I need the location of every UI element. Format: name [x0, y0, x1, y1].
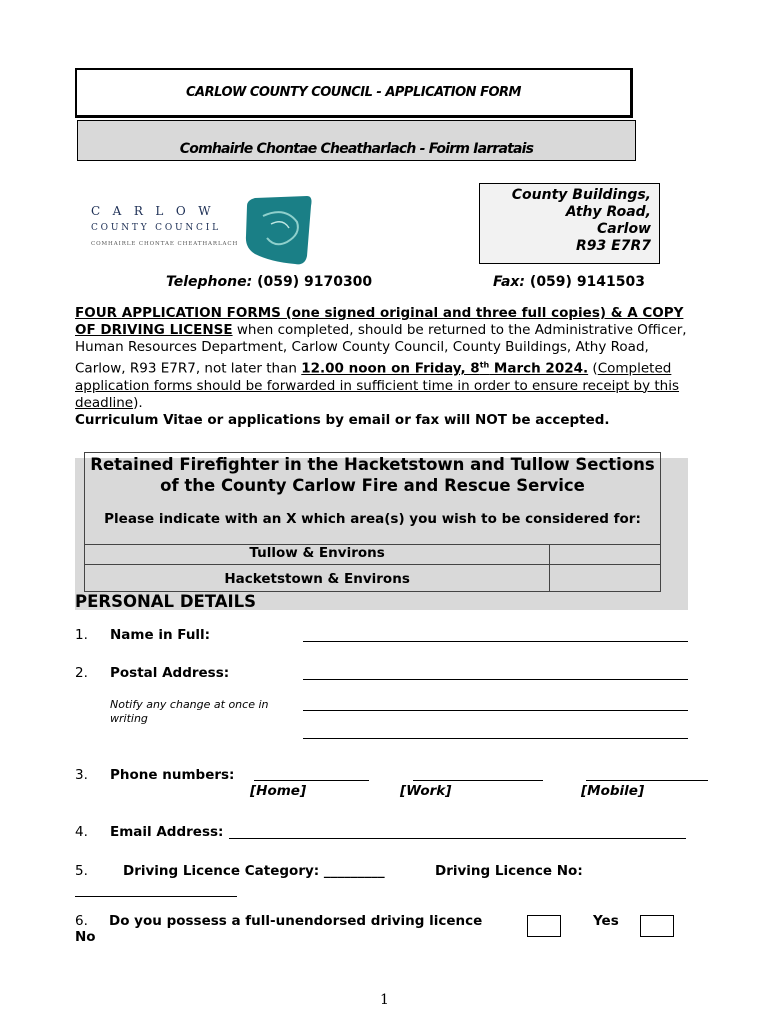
logo-wordmark: CARLOW	[91, 204, 224, 218]
question-6-number: 6.	[75, 913, 88, 929]
copies-requirement: FOUR APPLICATION FORMS (one signed original and three full copies) & A COPY OF DRIVING LICENSE	[75, 305, 684, 338]
question-1-number: 1.	[75, 627, 88, 643]
area-tullow-checkbox[interactable]	[550, 545, 661, 565]
no-option-label: No	[75, 929, 96, 945]
fax-number: (059) 9141503	[529, 274, 646, 290]
address-change-note: Notify any change at once in writing	[110, 698, 269, 725]
address-line-2: Athy Road,	[565, 204, 651, 220]
deadline-part-1: 12.00 noon on Friday, 8	[301, 360, 480, 377]
unendorsed-licence-question: Do you possess a full-unendorsed driving licence	[109, 913, 483, 929]
telephone-number: (059) 9170300	[257, 274, 373, 290]
name-field[interactable]	[303, 641, 688, 642]
email-label: Email Address:	[110, 824, 224, 840]
home-phone-label: [Home]	[250, 783, 307, 799]
form-title-irish: Comhairle Chontae Cheatharlach - Foirm Iarratais	[77, 120, 636, 161]
deadline-part-2: March 2024.	[489, 360, 589, 377]
deadline-ordinal: th	[479, 360, 490, 369]
home-phone-field[interactable]	[254, 780, 369, 781]
page-number: 1	[380, 992, 389, 1008]
question-4-number: 4.	[75, 824, 88, 840]
position-title: Retained Firefighter in the Hacketstown and Tullow Sections of the County Carlow Fire and Rescue Service	[90, 455, 655, 495]
work-phone-label: [Work]	[400, 783, 452, 799]
telephone-label: Telephone:	[166, 274, 253, 290]
note-close: ).	[133, 394, 143, 411]
licence-number-field[interactable]	[75, 896, 237, 897]
question-2-number: 2.	[75, 665, 88, 681]
cv-notice: Curriculum Vitae or applications by email or fax will NOT be accepted.	[75, 411, 610, 428]
postal-address-label: Postal Address:	[110, 665, 230, 681]
area-selection-table	[84, 544, 661, 592]
logo-irish-text: COMHAIRLE CHONTAE CHEATHARLACH	[91, 241, 239, 247]
area-tullow-label: Tullow & Environs	[85, 545, 550, 565]
table-row	[85, 545, 661, 565]
address-field-line-1[interactable]	[303, 679, 688, 680]
submission-instructions	[75, 305, 695, 429]
address-line-4: R93 E7R7	[576, 238, 651, 254]
address-line-3: Carlow	[597, 221, 651, 237]
deadline-note: Completed application forms should be forwarded in sufficient time in order to ensure receipt by this deadline	[75, 360, 680, 411]
table-row	[85, 564, 661, 591]
return-instructions: when completed, should be returned to the Administrative Officer, Human Resources Department, Carlow County Council, County Buildings, Athy Road, Carlow, R93 E7R7, not later than	[75, 322, 687, 377]
fax-label: Fax:	[493, 274, 526, 290]
address-line-1: County Buildings,	[511, 187, 651, 203]
question-5-number: 5.	[75, 863, 88, 879]
licence-category-label: Driving Licence Category: _________	[123, 863, 385, 879]
logo-subtitle: COUNTY COUNCIL	[91, 223, 221, 233]
fax	[493, 274, 645, 290]
question-3-number: 3.	[75, 767, 88, 783]
yes-checkbox[interactable]	[640, 915, 674, 937]
personal-details-heading: PERSONAL DETAILS	[75, 592, 257, 611]
form-title-english: CARLOW COUNTY COUNCIL - APPLICATION FORM	[75, 68, 633, 118]
address-field-line-2[interactable]	[303, 710, 688, 711]
area-hacketstown-label: Hacketstown & Environs	[85, 564, 550, 591]
mobile-phone-label: [Mobile]	[581, 783, 645, 799]
no-checkbox[interactable]	[527, 915, 561, 937]
phone-numbers-label: Phone numbers:	[110, 767, 235, 783]
work-phone-field[interactable]	[413, 780, 543, 781]
telephone	[166, 274, 372, 290]
name-label: Name in Full:	[110, 627, 211, 643]
area-hacketstown-checkbox[interactable]	[550, 564, 661, 591]
address-field-line-3[interactable]	[303, 738, 688, 739]
council-address	[479, 183, 660, 264]
note-open: (	[588, 360, 598, 377]
licence-number-label: Driving Licence No:	[435, 863, 583, 879]
email-field[interactable]	[229, 838, 686, 839]
mobile-phone-field[interactable]	[586, 780, 708, 781]
area-instruction: Please indicate with an X which area(s) you wish to be considered for:	[104, 511, 641, 527]
yes-option-label: Yes	[593, 913, 619, 929]
